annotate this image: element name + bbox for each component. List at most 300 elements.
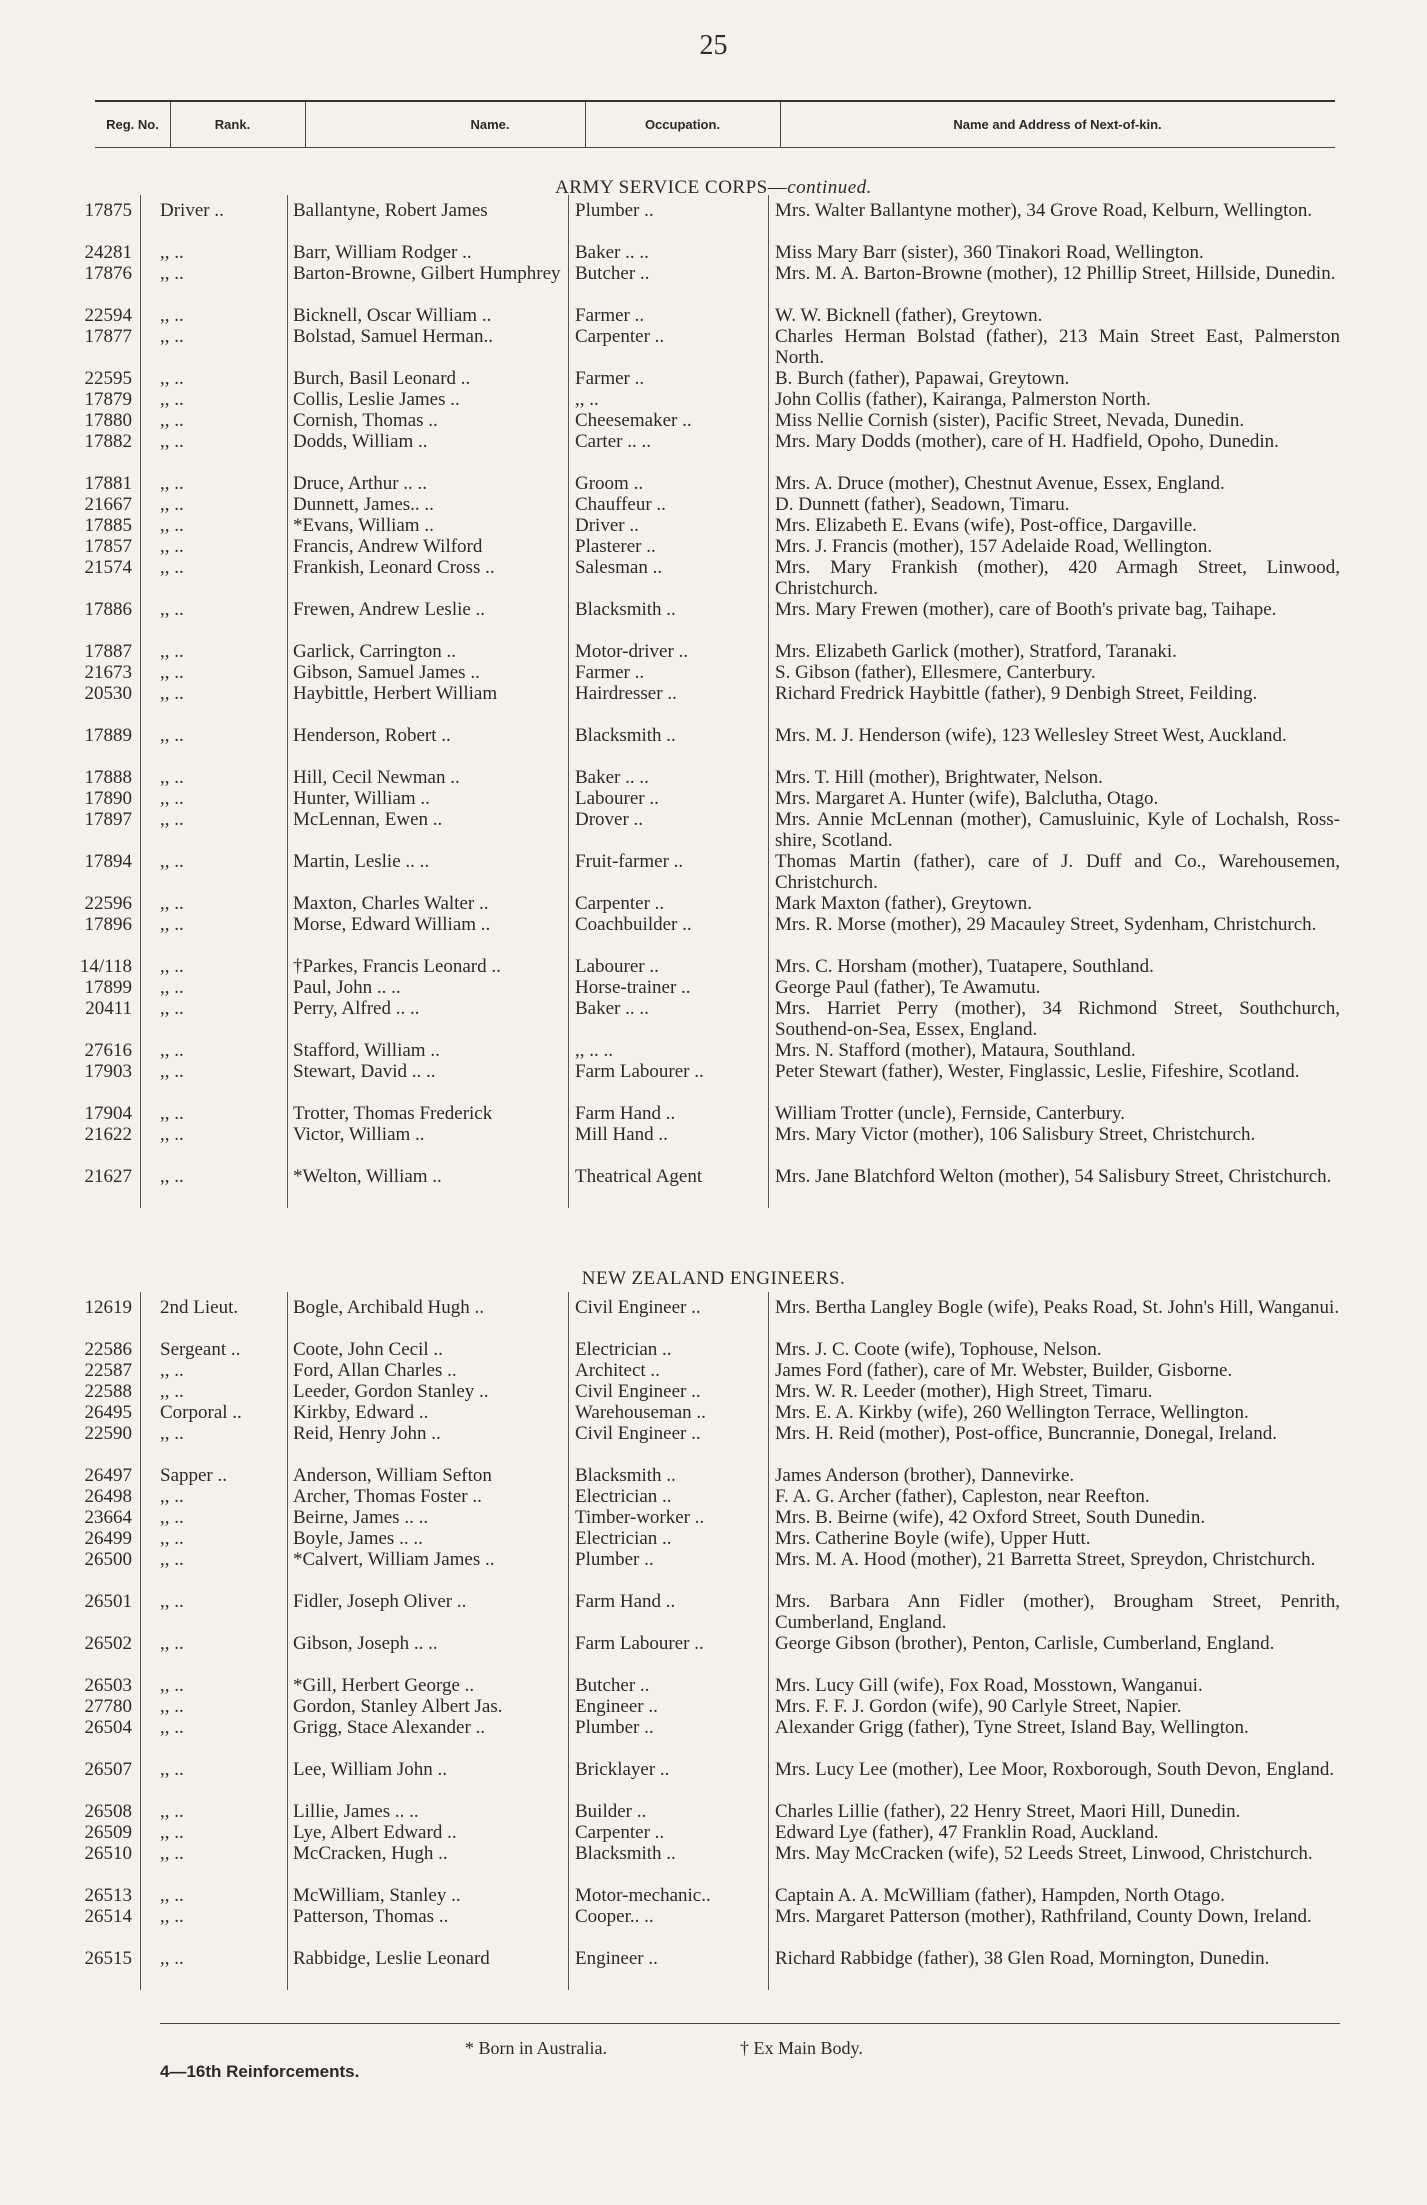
rank-cell: ,, .. bbox=[160, 1381, 184, 1402]
reg-no-cell: 17881 bbox=[84, 473, 132, 494]
next-of-kin-cell: Mrs. N. Stafford (mother), Mataura, Southland. bbox=[775, 1040, 1136, 1061]
next-of-kin-cell: Mrs. Margaret A. Hunter (wife), Balclutha, Otago. bbox=[775, 788, 1159, 809]
next-of-kin-cell: Miss Mary Barr (sister), 360 Tinakori Road, Wellington. bbox=[775, 242, 1204, 263]
rank-cell: ,, .. bbox=[160, 431, 184, 452]
name-cell: Paul, John .. .. bbox=[293, 977, 401, 998]
next-of-kin-cell: Mrs. C. Horsham (mother), Tuatapere, Southland. bbox=[775, 956, 1154, 977]
occupation-cell: Farm Hand .. bbox=[575, 1591, 676, 1612]
name-cell: Maxton, Charles Walter .. bbox=[293, 893, 489, 914]
next-of-kin-cell: Richard Rabbidge (father), 38 Glen Road, Mornington, Dunedin. bbox=[775, 1948, 1270, 1969]
rank-cell: ,, .. bbox=[160, 809, 184, 830]
next-of-kin-cell: Miss Nellie Cornish (sister), Pacific Street, Nevada, Dunedin. bbox=[775, 410, 1245, 431]
next-of-kin-cell: Captain A. A. McWilliam (father), Hampden, North Otago. bbox=[775, 1885, 1225, 1906]
next-of-kin-cell: Mrs. Lucy Lee (mother), Lee Moor, Roxborough, South Devon, England. bbox=[775, 1759, 1335, 1780]
header-rank: Rank. bbox=[214, 117, 251, 132]
occupation-cell: Farmer .. bbox=[575, 662, 645, 683]
bottom-rule bbox=[160, 2023, 1340, 2024]
reg-no-cell: 26498 bbox=[84, 1486, 132, 1507]
next-of-kin-cell: Mrs. W. R. Leeder (mother), High Street, Timaru. bbox=[775, 1381, 1153, 1402]
section-title-suffix: continued. bbox=[787, 177, 872, 198]
name-cell: Barton-Browne, Gilbert Humphrey bbox=[293, 263, 561, 284]
occupation-cell: Carpenter .. bbox=[575, 1822, 665, 1843]
header-name: Name. bbox=[470, 117, 510, 132]
reg-no-cell: 12619 bbox=[84, 1297, 132, 1318]
occupation-cell: ,, .. .. bbox=[575, 1040, 613, 1061]
name-cell: Haybittle, Herbert William bbox=[293, 683, 498, 704]
occupation-cell: Farm Labourer .. bbox=[575, 1633, 704, 1654]
reg-no-cell: 17904 bbox=[84, 1103, 132, 1124]
next-of-kin-cell: George Gibson (brother), Penton, Carlisle, Cumberland, England. bbox=[775, 1633, 1275, 1654]
occupation-cell: Farm Labourer .. bbox=[575, 1061, 704, 1082]
section-title-text: NEW ZEALAND ENGINEERS. bbox=[581, 1268, 846, 1289]
reg-no-cell: 17857 bbox=[84, 536, 132, 557]
rank-cell: Sergeant .. bbox=[160, 1339, 241, 1360]
name-cell: McCracken, Hugh .. bbox=[293, 1843, 448, 1864]
next-of-kin-cell: Mrs. T. Hill (mother), Brightwater, Nelson. bbox=[775, 767, 1103, 788]
name-cell: Reid, Henry John .. bbox=[293, 1423, 441, 1444]
rank-cell: ,, .. bbox=[160, 1507, 184, 1528]
section-new-zealand-engineers-title bbox=[0, 1268, 1427, 1290]
next-of-kin-cell: Mrs. J. C. Coote (wife), Tophouse, Nelson. bbox=[775, 1339, 1102, 1360]
next-of-kin-cell: W. W. Bicknell (father), Greytown. bbox=[775, 305, 1043, 326]
occupation-cell: Hairdresser .. bbox=[575, 683, 677, 704]
rank-cell: ,, .. bbox=[160, 893, 184, 914]
reg-no-cell: 17894 bbox=[84, 851, 132, 872]
rank-cell: ,, .. bbox=[160, 767, 184, 788]
rank-cell: Corporal .. bbox=[160, 1402, 242, 1423]
occupation-cell: Motor-mechanic.. bbox=[575, 1885, 711, 1906]
next-of-kin-cell: Mrs. H. Reid (mother), Post-office, Buncrannie, Donegal, Ireland. bbox=[775, 1423, 1277, 1444]
reg-no-cell: 17889 bbox=[84, 725, 132, 746]
reg-no-cell: 14/118 bbox=[79, 956, 132, 977]
next-of-kin-cell: James Anderson (brother), Dannevirke. bbox=[775, 1465, 1075, 1486]
next-of-kin-cell: Mrs. Bertha Langley Bogle (wife), Peaks Road, St. John's Hill, Wanganui. bbox=[775, 1297, 1340, 1318]
next-of-kin-cell: James Ford (father), care of Mr. Webster, Builder, Gisborne. bbox=[775, 1360, 1233, 1381]
section-title-text: ARMY SERVICE CORPS— bbox=[555, 177, 788, 198]
name-cell: *Welton, William .. bbox=[293, 1166, 442, 1187]
rank-cell: ,, .. bbox=[160, 1166, 184, 1187]
name-cell: Dunnett, James.. .. bbox=[293, 494, 434, 515]
occupation-cell: Fruit-farmer .. bbox=[575, 851, 684, 872]
rank-cell: ,, .. bbox=[160, 263, 184, 284]
occupation-cell: Electrician .. bbox=[575, 1528, 672, 1549]
next-of-kin-cell: Mrs. F. F. J. Gordon (wife), 90 Carlyle Street, Napier. bbox=[775, 1696, 1182, 1717]
reg-no-cell: 26510 bbox=[84, 1843, 132, 1864]
reg-no-cell: 21673 bbox=[84, 662, 132, 683]
column-rule bbox=[768, 195, 769, 1208]
name-cell: McWilliam, Stanley .. bbox=[293, 1885, 461, 1906]
reg-no-cell: 26501 bbox=[84, 1591, 132, 1612]
reg-no-cell: 17886 bbox=[84, 599, 132, 620]
reg-no-cell: 24281 bbox=[84, 242, 132, 263]
rank-cell: ,, .. bbox=[160, 515, 184, 536]
occupation-cell: Architect .. bbox=[575, 1360, 660, 1381]
name-cell: Bicknell, Oscar William .. bbox=[293, 305, 492, 326]
reg-no-cell: 22586 bbox=[84, 1339, 132, 1360]
name-cell: Rabbidge, Leslie Leonard bbox=[293, 1948, 490, 1969]
rank-cell: ,, .. bbox=[160, 1103, 184, 1124]
next-of-kin-cell: Mrs. Elizabeth Garlick (mother), Stratford, Taranaki. bbox=[775, 641, 1177, 662]
next-of-kin-cell: William Trotter (uncle), Fernside, Canterbury. bbox=[775, 1103, 1125, 1124]
name-cell: Frewen, Andrew Leslie .. bbox=[293, 599, 486, 620]
next-of-kin-cell: Mrs. Margaret Patterson (mother), Rathfriland, County Down, Ireland. bbox=[775, 1906, 1312, 1927]
header-occupation: Occupation. bbox=[644, 117, 721, 132]
occupation-cell: Civil Engineer .. bbox=[575, 1297, 701, 1318]
reg-no-cell: 17880 bbox=[84, 410, 132, 431]
occupation-cell: Builder .. bbox=[575, 1801, 647, 1822]
name-cell: Morse, Edward William .. bbox=[293, 914, 491, 935]
reg-no-cell: 22588 bbox=[84, 1381, 132, 1402]
name-cell: Beirne, James .. .. bbox=[293, 1507, 429, 1528]
occupation-cell: Engineer .. bbox=[575, 1696, 658, 1717]
name-cell: *Evans, William .. bbox=[293, 515, 434, 536]
next-of-kin-cell: Mrs. R. Morse (mother), 29 Macauley Street, Sydenham, Christchurch. bbox=[775, 914, 1317, 935]
occupation-cell: Timber-worker .. bbox=[575, 1507, 705, 1528]
occupation-cell: Plumber .. bbox=[575, 200, 654, 221]
rank-cell: ,, .. bbox=[160, 368, 184, 389]
rank-cell: ,, .. bbox=[160, 1843, 184, 1864]
occupation-cell: ,, .. bbox=[575, 389, 599, 410]
page-number: 25 bbox=[699, 30, 728, 61]
next-of-kin-cell: John Collis (father), Kairanga, Palmerston North. bbox=[775, 389, 1151, 410]
next-of-kin-cell: Mrs. May McCracken (wife), 52 Leeds Street, Linwood, Christchurch. bbox=[775, 1843, 1313, 1864]
occupation-cell: Electrician .. bbox=[575, 1339, 672, 1360]
name-cell: Lee, William John .. bbox=[293, 1759, 448, 1780]
rank-cell: ,, .. bbox=[160, 1822, 184, 1843]
occupation-cell: Baker .. .. bbox=[575, 998, 649, 1019]
occupation-cell: Drover .. bbox=[575, 809, 644, 830]
name-cell: Ford, Allan Charles .. bbox=[293, 1360, 457, 1381]
rank-cell: ,, .. bbox=[160, 1061, 184, 1082]
occupation-cell: Engineer .. bbox=[575, 1948, 658, 1969]
rank-cell: ,, .. bbox=[160, 788, 184, 809]
name-cell: Boyle, James .. .. bbox=[293, 1528, 423, 1549]
column-rule bbox=[287, 1292, 288, 1990]
rank-cell: ,, .. bbox=[160, 956, 184, 977]
reg-no-cell: 26507 bbox=[84, 1759, 132, 1780]
table-header bbox=[95, 100, 1335, 148]
occupation-cell: Warehouseman .. bbox=[575, 1402, 706, 1423]
next-of-kin-cell: Mrs. M. J. Henderson (wife), 123 Wellesley Street West, Auckland. bbox=[775, 725, 1287, 746]
occupation-cell: Carter .. .. bbox=[575, 431, 651, 452]
rank-cell: ,, .. bbox=[160, 1906, 184, 1927]
rank-cell: ,, .. bbox=[160, 1423, 184, 1444]
occupation-cell: Blacksmith .. bbox=[575, 1843, 676, 1864]
rank-cell: ,, .. bbox=[160, 851, 184, 872]
reg-no-cell: 26504 bbox=[84, 1717, 132, 1738]
name-cell: Frankish, Leonard Cross .. bbox=[293, 557, 495, 578]
next-of-kin-cell: Mark Maxton (father), Greytown. bbox=[775, 893, 1032, 914]
occupation-cell: Plumber .. bbox=[575, 1549, 654, 1570]
rank-cell: ,, .. bbox=[160, 1759, 184, 1780]
occupation-cell: Farmer .. bbox=[575, 368, 645, 389]
rank-cell: ,, .. bbox=[160, 536, 184, 557]
header-reg-no: Reg. No. bbox=[106, 117, 159, 132]
reg-no-cell: 21627 bbox=[84, 1166, 132, 1187]
section-army-service-corps-title bbox=[0, 177, 1427, 199]
occupation-cell: Civil Engineer .. bbox=[575, 1423, 701, 1444]
occupation-cell: Carpenter .. bbox=[575, 326, 665, 347]
reg-no-cell: 26500 bbox=[84, 1549, 132, 1570]
name-cell: †Parkes, Francis Leonard .. bbox=[293, 956, 501, 977]
reg-no-cell: 17887 bbox=[84, 641, 132, 662]
reg-no-cell: 17885 bbox=[84, 515, 132, 536]
reg-no-cell: 26499 bbox=[84, 1528, 132, 1549]
name-cell: Dodds, William .. bbox=[293, 431, 428, 452]
next-of-kin-cell: Mrs. J. Francis (mother), 157 Adelaide Road, Wellington. bbox=[775, 536, 1213, 557]
name-cell: Trotter, Thomas Frederick bbox=[293, 1103, 493, 1124]
reg-no-cell: 26497 bbox=[84, 1465, 132, 1486]
header-next-of-kin: Name and Address of Next-of-kin. bbox=[953, 117, 1162, 132]
name-cell: Lye, Albert Edward .. bbox=[293, 1822, 457, 1843]
signature-mark: 4—16th Reinforcements. bbox=[160, 2062, 360, 2081]
rank-cell: ,, .. bbox=[160, 326, 184, 347]
reg-no-cell: 27780 bbox=[84, 1696, 132, 1717]
rank-cell: ,, .. bbox=[160, 683, 184, 704]
rank-cell: ,, .. bbox=[160, 473, 184, 494]
name-cell: Stewart, David .. .. bbox=[293, 1061, 436, 1082]
rank-cell: ,, .. bbox=[160, 1675, 184, 1696]
reg-no-cell: 17875 bbox=[84, 200, 132, 221]
next-of-kin-cell: Mrs. M. A. Barton-Browne (mother), 12 Phillip Street, Hillside, Dunedin. bbox=[775, 263, 1336, 284]
reg-no-cell: 22595 bbox=[84, 368, 132, 389]
occupation-cell: Groom .. bbox=[575, 473, 644, 494]
reg-no-cell: 23664 bbox=[84, 1507, 132, 1528]
occupation-cell: Labourer .. bbox=[575, 956, 659, 977]
next-of-kin-cell: Mrs. Mary Frewen (mother), care of Booth's private bag, Taihape. bbox=[775, 599, 1277, 620]
name-cell: Ballantyne, Robert James bbox=[293, 200, 488, 221]
occupation-cell: Motor-driver .. bbox=[575, 641, 689, 662]
rank-cell: ,, .. bbox=[160, 1591, 184, 1612]
occupation-cell: Blacksmith .. bbox=[575, 599, 676, 620]
reg-no-cell: 26508 bbox=[84, 1801, 132, 1822]
name-cell: Fidler, Joseph Oliver .. bbox=[293, 1591, 467, 1612]
occupation-cell: Theatrical Agent bbox=[575, 1166, 703, 1187]
next-of-kin-cell: Mrs. Harriet Perry (mother), 34 Richmond Street, Southchurch, Southend-on-Sea, Essex, England. bbox=[775, 998, 1340, 1040]
next-of-kin-cell: Mrs. Mary Victor (mother), 106 Salisbury Street, Christchurch. bbox=[775, 1124, 1256, 1145]
rank-cell: ,, .. bbox=[160, 305, 184, 326]
next-of-kin-cell: Mrs. Lucy Gill (wife), Fox Road, Mosstown, Wanganui. bbox=[775, 1675, 1203, 1696]
name-cell: Garlick, Carrington .. bbox=[293, 641, 457, 662]
occupation-cell: Electrician .. bbox=[575, 1486, 672, 1507]
occupation-cell: Mill Hand .. bbox=[575, 1124, 668, 1145]
column-rule bbox=[140, 195, 141, 1208]
occupation-cell: Farm Hand .. bbox=[575, 1103, 676, 1124]
name-cell: Kirkby, Edward .. bbox=[293, 1402, 429, 1423]
occupation-cell: Farmer .. bbox=[575, 305, 645, 326]
occupation-cell: Horse-trainer .. bbox=[575, 977, 691, 998]
name-cell: Henderson, Robert .. bbox=[293, 725, 451, 746]
reg-no-cell: 26509 bbox=[84, 1822, 132, 1843]
reg-no-cell: 21622 bbox=[84, 1124, 132, 1145]
occupation-cell: Plumber .. bbox=[575, 1717, 654, 1738]
occupation-cell: Chauffeur .. bbox=[575, 494, 666, 515]
rank-cell: ,, .. bbox=[160, 1885, 184, 1906]
reg-no-cell: 17890 bbox=[84, 788, 132, 809]
rank-cell: ,, .. bbox=[160, 1486, 184, 1507]
next-of-kin-cell: Richard Fredrick Haybittle (father), 9 Denbigh Street, Feilding. bbox=[775, 683, 1258, 704]
rank-cell: ,, .. bbox=[160, 242, 184, 263]
next-of-kin-cell: Mrs. Walter Ballantyne mother), 34 Grove Road, Kelburn, Wellington. bbox=[775, 200, 1313, 221]
rank-cell: ,, .. bbox=[160, 389, 184, 410]
reg-no-cell: 17877 bbox=[84, 326, 132, 347]
occupation-cell: Civil Engineer .. bbox=[575, 1381, 701, 1402]
rank-cell: ,, .. bbox=[160, 641, 184, 662]
column-rule bbox=[140, 1292, 141, 1990]
next-of-kin-cell: Mrs. Catherine Boyle (wife), Upper Hutt. bbox=[775, 1528, 1091, 1549]
occupation-cell: Driver .. bbox=[575, 515, 639, 536]
rank-cell: Sapper .. bbox=[160, 1465, 228, 1486]
next-of-kin-cell: Mrs. Annie McLennan (mother), Camusluinic, Kyle of Lochalsh, Ross-shire, Scotland. bbox=[775, 809, 1340, 851]
name-cell: Gibson, Joseph .. .. bbox=[293, 1633, 438, 1654]
name-cell: Bogle, Archibald Hugh .. bbox=[293, 1297, 485, 1318]
rank-cell: ,, .. bbox=[160, 1040, 184, 1061]
rank-cell: Driver .. bbox=[160, 200, 224, 221]
reg-no-cell: 20411 bbox=[85, 998, 132, 1019]
next-of-kin-cell: Mrs. Mary Frankish (mother), 420 Armagh Street, Linwood, Christchurch. bbox=[775, 557, 1340, 599]
name-cell: Gibson, Samuel James .. bbox=[293, 662, 480, 683]
occupation-cell: Coachbuilder .. bbox=[575, 914, 692, 935]
name-cell: Bolstad, Samuel Herman.. bbox=[293, 326, 493, 347]
rank-cell: ,, .. bbox=[160, 1549, 184, 1570]
next-of-kin-cell: S. Gibson (father), Ellesmere, Canterbury. bbox=[775, 662, 1096, 683]
rank-cell: ,, .. bbox=[160, 1124, 184, 1145]
rank-cell: ,, .. bbox=[160, 1360, 184, 1381]
reg-no-cell: 17876 bbox=[84, 263, 132, 284]
next-of-kin-cell: Peter Stewart (father), Wester, Finglassic, Leslie, Fifeshire, Scotland. bbox=[775, 1061, 1300, 1082]
rank-cell: ,, .. bbox=[160, 977, 184, 998]
column-rule bbox=[768, 1292, 769, 1990]
reg-no-cell: 22596 bbox=[84, 893, 132, 914]
section-new-zealand-engineers-rows bbox=[0, 1297, 1427, 1990]
reg-no-cell: 21667 bbox=[84, 494, 132, 515]
name-cell: Perry, Alfred .. .. bbox=[293, 998, 420, 1019]
occupation-cell: Baker .. .. bbox=[575, 767, 649, 788]
reg-no-cell: 22594 bbox=[84, 305, 132, 326]
occupation-cell: Carpenter .. bbox=[575, 893, 665, 914]
next-of-kin-cell: Charles Herman Bolstad (father), 213 Main Street East, Palmerston North. bbox=[775, 326, 1340, 368]
column-rule bbox=[568, 195, 569, 1208]
next-of-kin-cell: George Paul (father), Te Awamutu. bbox=[775, 977, 1041, 998]
name-cell: Archer, Thomas Foster .. bbox=[293, 1486, 482, 1507]
occupation-cell: Labourer .. bbox=[575, 788, 659, 809]
occupation-cell: Salesman .. bbox=[575, 557, 663, 578]
next-of-kin-cell: Mrs. B. Beirne (wife), 42 Oxford Street, South Dunedin. bbox=[775, 1507, 1206, 1528]
name-cell: Coote, John Cecil .. bbox=[293, 1339, 443, 1360]
next-of-kin-cell: Charles Lillie (father), 22 Henry Street, Maori Hill, Dunedin. bbox=[775, 1801, 1241, 1822]
name-cell: *Calvert, William James .. bbox=[293, 1549, 495, 1570]
occupation-cell: Butcher .. bbox=[575, 263, 650, 284]
occupation-cell: Blacksmith .. bbox=[575, 725, 676, 746]
name-cell: Hunter, William .. bbox=[293, 788, 430, 809]
rank-cell: 2nd Lieut. bbox=[160, 1297, 239, 1318]
reg-no-cell: 17882 bbox=[84, 431, 132, 452]
reg-no-cell: 26513 bbox=[84, 1885, 132, 1906]
name-cell: Victor, William .. bbox=[293, 1124, 425, 1145]
reg-no-cell: 17888 bbox=[84, 767, 132, 788]
occupation-cell: Bricklayer .. bbox=[575, 1759, 670, 1780]
occupation-cell: Baker .. .. bbox=[575, 242, 649, 263]
occupation-cell: Blacksmith .. bbox=[575, 1465, 676, 1486]
next-of-kin-cell: Mrs. Jane Blatchford Welton (mother), 54 Salisbury Street, Christchurch. bbox=[775, 1166, 1332, 1187]
footnote-ex-main-body: † Ex Main Body. bbox=[740, 2038, 863, 2058]
rank-cell: ,, .. bbox=[160, 1948, 184, 1969]
next-of-kin-cell: F. A. G. Archer (father), Capleston, near Reefton. bbox=[775, 1486, 1150, 1507]
reg-no-cell: 17899 bbox=[84, 977, 132, 998]
name-cell: *Gill, Herbert George .. bbox=[293, 1675, 475, 1696]
rank-cell: ,, .. bbox=[160, 1633, 184, 1654]
reg-no-cell: 20530 bbox=[84, 683, 132, 704]
reg-no-cell: 17897 bbox=[84, 809, 132, 830]
next-of-kin-cell: Mrs. Elizabeth E. Evans (wife), Post-office, Dargaville. bbox=[775, 515, 1197, 536]
rank-cell: ,, .. bbox=[160, 410, 184, 431]
rank-cell: ,, .. bbox=[160, 914, 184, 935]
name-cell: Grigg, Stace Alexander .. bbox=[293, 1717, 486, 1738]
next-of-kin-cell: Mrs. Mary Dodds (mother), care of H. Hadfield, Opoho, Dunedin. bbox=[775, 431, 1279, 452]
name-cell: Burch, Basil Leonard .. bbox=[293, 368, 471, 389]
reg-no-cell: 22587 bbox=[84, 1360, 132, 1381]
reg-no-cell: 26502 bbox=[84, 1633, 132, 1654]
reg-no-cell: 21574 bbox=[84, 557, 132, 578]
rank-cell: ,, .. bbox=[160, 662, 184, 683]
next-of-kin-cell: D. Dunnett (father), Seadown, Timaru. bbox=[775, 494, 1070, 515]
next-of-kin-cell: Edward Lye (father), 47 Franklin Road, Auckland. bbox=[775, 1822, 1159, 1843]
footnote-born-australia: * Born in Australia. bbox=[465, 2038, 607, 2058]
rank-cell: ,, .. bbox=[160, 557, 184, 578]
name-cell: Druce, Arthur .. .. bbox=[293, 473, 428, 494]
next-of-kin-cell: B. Burch (father), Papawai, Greytown. bbox=[775, 368, 1070, 389]
rank-cell: ,, .. bbox=[160, 725, 184, 746]
name-cell: Gordon, Stanley Albert Jas. bbox=[293, 1696, 503, 1717]
name-cell: Anderson, William Sefton bbox=[293, 1465, 492, 1486]
occupation-cell: Cheesemaker .. bbox=[575, 410, 692, 431]
name-cell: Stafford, William .. bbox=[293, 1040, 440, 1061]
rank-cell: ,, .. bbox=[160, 1696, 184, 1717]
name-cell: Lillie, James .. .. bbox=[293, 1801, 419, 1822]
column-rule bbox=[568, 1292, 569, 1990]
occupation-cell: Cooper.. .. bbox=[575, 1906, 654, 1927]
next-of-kin-cell: Mrs. A. Druce (mother), Chestnut Avenue, Essex, England. bbox=[775, 473, 1225, 494]
section-army-service-corps-rows bbox=[0, 200, 1427, 1208]
name-cell: Patterson, Thomas .. bbox=[293, 1906, 449, 1927]
rank-cell: ,, .. bbox=[160, 494, 184, 515]
next-of-kin-cell: Mrs. Barbara Ann Fidler (mother), Brougham Street, Penrith, Cumberland, England. bbox=[775, 1591, 1340, 1633]
reg-no-cell: 17879 bbox=[84, 389, 132, 410]
reg-no-cell: 27616 bbox=[84, 1040, 132, 1061]
occupation-cell: Plasterer .. bbox=[575, 536, 656, 557]
next-of-kin-cell: Alexander Grigg (father), Tyne Street, Island Bay, Wellington. bbox=[775, 1717, 1249, 1738]
name-cell: Leeder, Gordon Stanley .. bbox=[293, 1381, 489, 1402]
name-cell: Martin, Leslie .. .. bbox=[293, 851, 430, 872]
next-of-kin-cell: Mrs. M. A. Hood (mother), 21 Barretta Street, Spreydon, Christchurch. bbox=[775, 1549, 1316, 1570]
name-cell: Barr, William Rodger .. bbox=[293, 242, 472, 263]
reg-no-cell: 26503 bbox=[84, 1675, 132, 1696]
rank-cell: ,, .. bbox=[160, 1528, 184, 1549]
rank-cell: ,, .. bbox=[160, 1717, 184, 1738]
next-of-kin-cell: Mrs. E. A. Kirkby (wife), 260 Wellington Terrace, Wellington. bbox=[775, 1402, 1249, 1423]
next-of-kin-cell: Thomas Martin (father), care of J. Duff and Co., Warehousemen, Christchurch. bbox=[775, 851, 1340, 893]
occupation-cell: Butcher .. bbox=[575, 1675, 650, 1696]
rank-cell: ,, .. bbox=[160, 1801, 184, 1822]
reg-no-cell: 17903 bbox=[84, 1061, 132, 1082]
reg-no-cell: 26514 bbox=[84, 1906, 132, 1927]
name-cell: Collis, Leslie James .. bbox=[293, 389, 460, 410]
name-cell: Hill, Cecil Newman .. bbox=[293, 767, 460, 788]
rank-cell: ,, .. bbox=[160, 998, 184, 1019]
reg-no-cell: 26495 bbox=[84, 1402, 132, 1423]
rank-cell: ,, .. bbox=[160, 599, 184, 620]
name-cell: Cornish, Thomas .. bbox=[293, 410, 438, 431]
